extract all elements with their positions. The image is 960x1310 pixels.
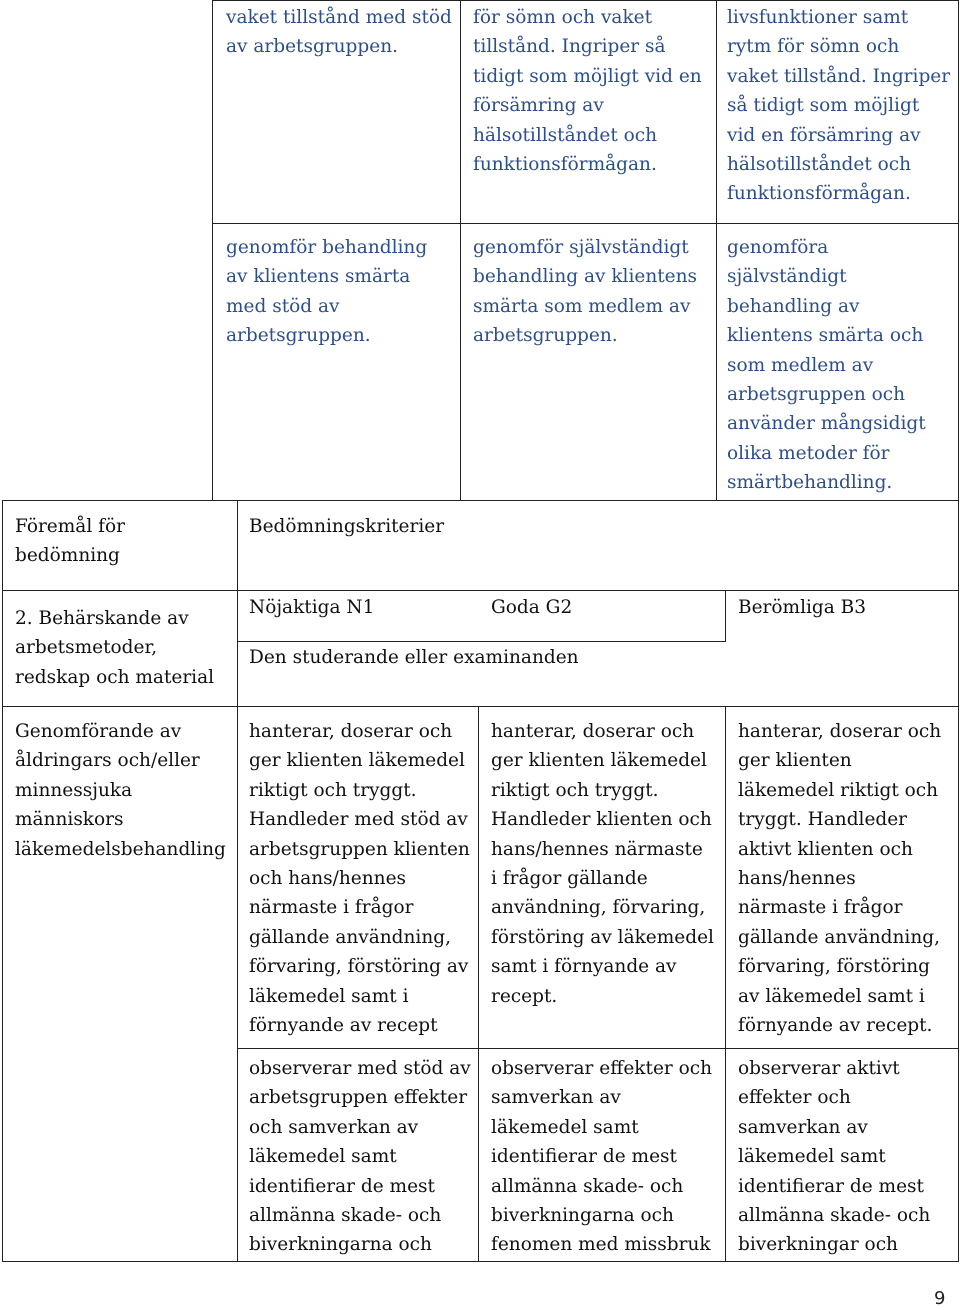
- criteria-n1-pain: genomför behandling av klientens smärta med stöd av arbetsgruppen.: [226, 237, 428, 347]
- table-border: [716, 0, 717, 500]
- table-border: [460, 0, 461, 500]
- table-border: [2, 500, 959, 501]
- table-border: [478, 706, 479, 1262]
- criteria-label: Bedömningskriterier: [249, 516, 445, 537]
- criteria-b3-sleep: livsfunktioner samt rytm för sömn och vaket tillstånd. Ingriper så tidigt som möjligt vid en försämring av hälsotillståndet och funktionsförmågan.: [727, 7, 951, 205]
- criteria-g2-medication: hanterar, doserar och ger klienten läkemedel riktigt och tryggt. Handleder klienten och hans/hennes närmaste i frågor gällande användning, förvaring, förstöring av läkemedel samt i förnyande av recept.: [491, 721, 714, 1007]
- grade-b3-header: Berömliga B3: [738, 597, 867, 618]
- object-of-assessment-label: Föremål för bedömning: [15, 516, 125, 567]
- table-border: [237, 500, 238, 1262]
- section-title: 2. Behärskande av arbetsmetoder, redskap och material: [15, 608, 215, 688]
- table-border: [212, 0, 959, 1]
- criteria-g2-effects: observerar effekter och samverkan av läkemedel samt identifierar de mest allmänna skade- och biverkningarna och fenomen med missbruk: [491, 1058, 713, 1256]
- table-border: [725, 590, 726, 642]
- object-medication: Genomförande av åldringars och/eller minnessjuka människors läkemedelsbehandling: [15, 721, 226, 860]
- table-border: [725, 706, 726, 1262]
- table-border: [2, 1261, 959, 1262]
- table-border: [237, 641, 725, 642]
- criteria-n1-effects: observerar med stöd av arbetsgruppen effekter och samverkan av läkemedel samt identifierar de mest allmänna skade- och biverkningarna och: [249, 1058, 471, 1256]
- grade-n1-header: Nöjaktiga N1: [249, 597, 375, 618]
- criteria-n1-medication: hanterar, doserar och ger klienten läkemedel riktigt och tryggt. Handleder med stöd av arbetsgruppen klienten och hans/hennes närmaste i frågor gällande användning, förvaring, förstöring av läkemedel samt i förnyande av recept: [249, 721, 470, 1037]
- criteria-b3-effects: observerar aktivt effekter och samverkan av läkemedel samt identifierar de mest allmänna skade- och biverkningar och: [738, 1058, 931, 1256]
- table-border: [2, 590, 959, 591]
- criteria-b3-medication: hanterar, doserar och ger klienten läkemedel riktigt och tryggt. Handleder aktivt klienten och hans/hennes närmaste i frågor gällande användning, förvaring, förstöring av läkemedel samt i förnyande av recept.: [738, 721, 942, 1037]
- student-label: Den studerande eller examinanden: [249, 647, 579, 668]
- table-border: [958, 0, 959, 1262]
- criteria-g2-sleep: för sömn och vaket tillstånd. Ingriper så tidigt som möjligt vid en försämring av hälsotillståndet och funktionsförmågan.: [473, 7, 702, 176]
- table-border: [2, 500, 3, 1262]
- table-border: [212, 0, 213, 500]
- table-border: [2, 706, 959, 707]
- page-number: 9: [934, 1288, 946, 1309]
- criteria-g2-pain: genomför självständigt behandling av klientens smärta som medlem av arbetsgruppen.: [473, 237, 698, 347]
- table-border: [237, 1048, 959, 1049]
- criteria-b3-pain: genomföra självständigt behandling av klientens smärta och som medlem av arbetsgruppen och använder mångsidigt olika metoder för smärtbehandling.: [727, 237, 926, 494]
- table-border: [212, 223, 959, 224]
- grade-g2-header: Goda G2: [491, 597, 573, 618]
- criteria-n1-sleep: vaket tillstånd med stöd av arbetsgruppen.: [226, 7, 452, 58]
